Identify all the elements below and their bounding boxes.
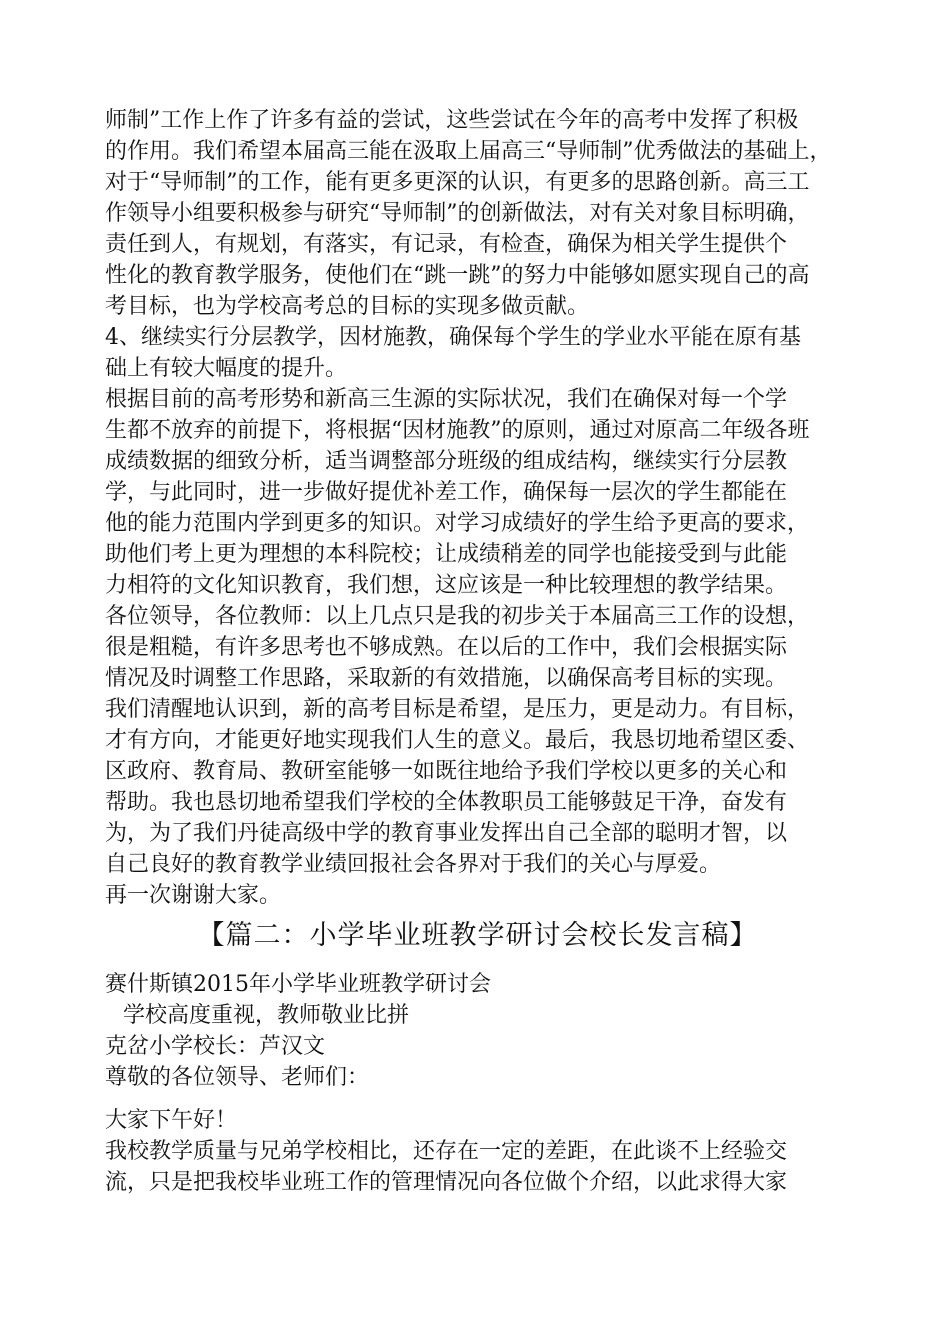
body-line: 作领导小组要积极参与研究“导师制”的创新做法，对有关对象目标明确，: [105, 201, 810, 226]
body-line: 区政府、教育局、教研室能够一如既往地给予我们学校以更多的关心和: [105, 759, 788, 784]
paragraph-gap: [105, 1093, 850, 1105]
body-line: 为，为了我们丹徒高级中学的教育事业发挥出自己全部的聪明才智，以: [105, 821, 788, 846]
body-line: 础上有较大幅度的提升。: [105, 356, 348, 381]
body-line: 生都不放弃的前提下，将根据“因材施教”的原则，通过对原高二年级各班: [105, 418, 810, 443]
body-line: 情况及时调整工作思路，采取新的有效措施，以确保高考目标的实现。: [105, 666, 788, 691]
meeting-title: 赛什斯镇2015年小学毕业班教学研讨会: [105, 972, 491, 997]
body-line: 性化的教育教学服务，使他们在“跳一跳”的努力中能够如愿实现自己的高: [105, 263, 810, 288]
body-line: 成绩数据的细致分析，适当调整部分班级的组成结构，继续实行分层教: [105, 449, 788, 474]
body-line: 流，只是把我校毕业班工作的管理情况向各位做个介绍，以此求得大家: [105, 1170, 788, 1195]
closing-line: 再一次谢谢大家。: [105, 883, 282, 908]
section-heading: 【篇二：小学毕业班教学研讨会校长发言稿】: [197, 920, 758, 951]
body-line: 助他们考上更为理想的本科院校；让成绩稍差的同学也能接受到与此能: [105, 542, 788, 567]
body-line: 我校教学质量与兄弟学校相比，还存在一定的差距，在此谈不上经验交: [105, 1139, 788, 1164]
body-line: 力相符的文化知识教育，我们想，这应该是一种比较理想的教学结果。: [105, 573, 788, 598]
body-line: 考目标，也为学校高考总的目标的实现多做贡献。: [105, 294, 590, 319]
body-line: 很是粗糙，有许多思考也不够成熟。在以后的工作中，我们会根据实际: [105, 635, 788, 660]
body-line: 师制”工作上作了许多有益的尝试，这些尝试在今年的高考中发挥了积极: [105, 108, 799, 133]
speech-subtitle: 学校高度重视，教师敬业比拼: [123, 1003, 410, 1028]
body-line: 我们清醒地认识到，新的高考目标是希望，是压力，更是动力。有目标，: [105, 697, 810, 722]
body-line: 各位领导，各位教师：以上几点只是我的初步关于本届高三工作的设想，: [105, 604, 810, 629]
body-line: 才有方向，才能更好地实现我们人生的意义。最后，我恳切地希望区委、: [105, 728, 810, 753]
body-line: 他的能力范围内学到更多的知识。对学习成绩好的学生给予更高的要求，: [105, 511, 810, 536]
body-line: 自己良好的教育教学业绩回报社会各界对于我们的关心与厚爱。: [105, 852, 722, 877]
body-line: 根据目前的高考形势和新高三生源的实际状况，我们在确保对每一个学: [105, 387, 788, 412]
speaker-line: 克岔小学校长：芦汉文: [105, 1034, 326, 1059]
body-line: 的作用。我们希望本届高三能在汲取上届高三“导师制”优秀做法的基础上，: [105, 139, 832, 164]
section-item-heading: 4、继续实行分层教学，因材施教，确保每个学生的学业水平能在原有基: [105, 325, 801, 350]
body-line: 帮助。我也恳切地希望我们学校的全体教职员工能够鼓足干净，奋发有: [105, 790, 788, 815]
salutation: 尊敬的各位领导、老师们：: [105, 1065, 370, 1090]
body-line: 学，与此同时，进一步做好提优补差工作，确保每一层次的学生都能在: [105, 480, 788, 505]
document-body: [105, 105, 850, 1198]
body-line: 对于“导师制”的工作，能有更多更深的认识，有更多的思路创新。高三工: [105, 170, 810, 195]
body-line: 责任到人，有规划，有落实，有记录，有检查，确保为相关学生提供个: [105, 232, 788, 257]
greeting: 大家下午好！: [105, 1108, 238, 1133]
